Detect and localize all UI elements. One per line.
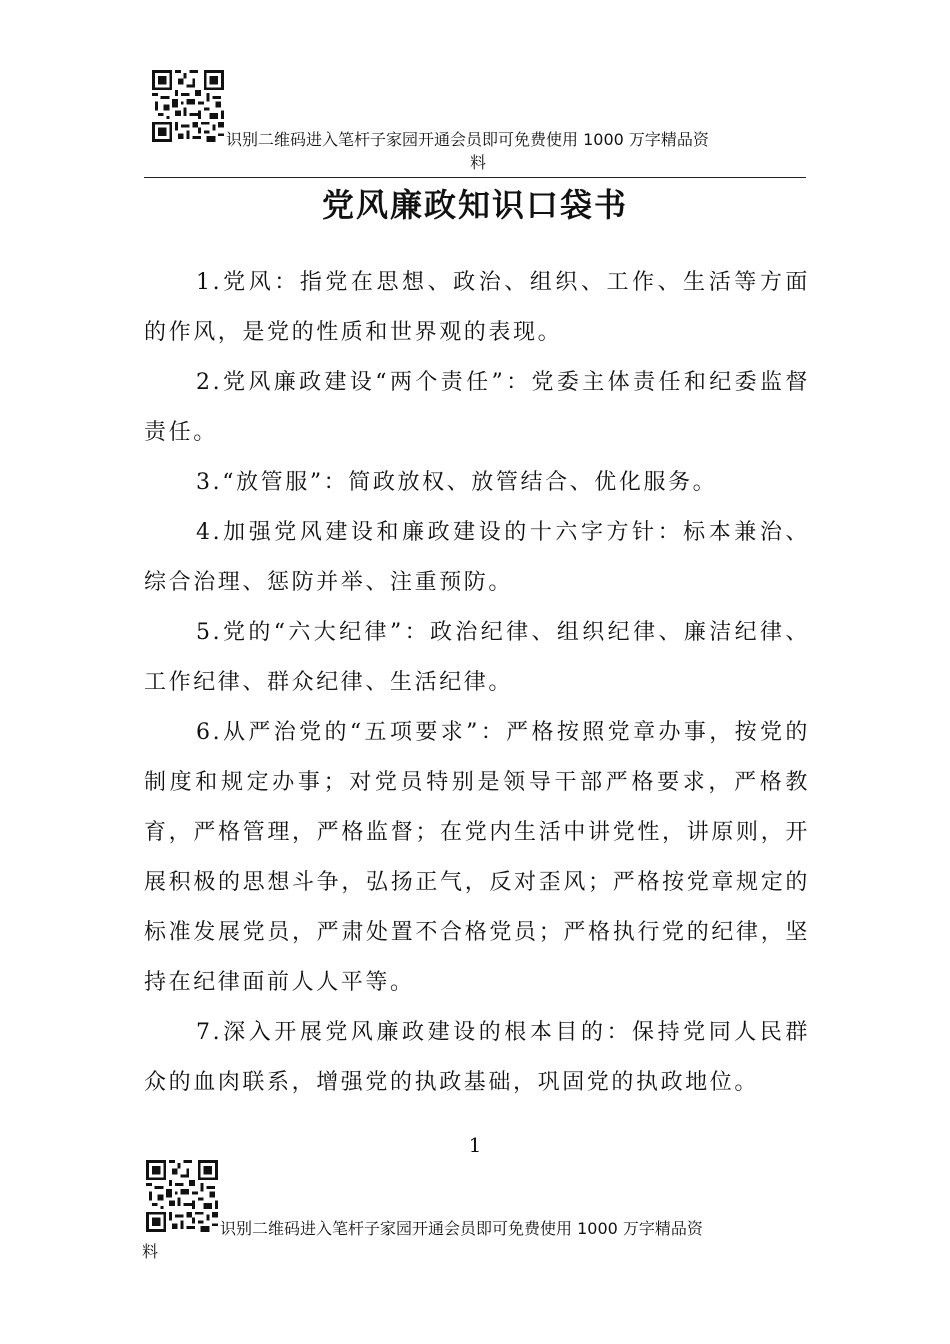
header-promo-line2: 料 <box>469 153 486 172</box>
header-divider <box>144 177 806 178</box>
paragraph-5: 5.党的“六大纪律”：政治纪律、组织纪律、廉洁纪律、工作纪律、群众纪律、生活纪律。 <box>144 620 810 695</box>
page-number: 1 <box>468 1133 482 1157</box>
document-body <box>144 258 810 1108</box>
header-promo-line1: 识别二维码进入笔杆子家园开通会员即可免费使用 1000 万字精品资 <box>226 130 709 149</box>
paragraph-3: 3.“放管服”：简政放权、放管结合、优化服务。 <box>196 470 718 495</box>
header-promo-text <box>148 128 808 174</box>
footer-promo-line1: 识别二维码进入笔杆子家园开通会员即可免费使用 1000 万字精品资 <box>220 1219 703 1238</box>
paragraph-1: 1.党风：指党在思想、政治、组织、工作、生活等方面的作风，是党的性质和世界观的表现。 <box>144 270 810 345</box>
footer-promo-line2: 料 <box>142 1242 159 1261</box>
paragraph-7: 7.深入开展党风廉政建设的根本目的：保持党同人民群众的血肉联系，增强党的执政基础，巩固党的执政地位。 <box>144 1020 810 1095</box>
paragraph-6: 6.从严治党的“五项要求”：严格按照党章办事，按党的制度和规定办事；对党员特别是领导干部严格要求，严格教育，严格管理，严格监督；在党内生活中讲党性，讲原则，开展积极的思想斗争，弘扬正气，反对歪风；严格按党章规定的标准发展党员，严肃处置不合格党员；严格执行党的纪律，坚持在纪律面前人人平等。 <box>144 720 810 995</box>
paragraph-4: 4.加强党风建设和廉政建设的十六字方针：标本兼治、综合治理、惩防并举、注重预防。 <box>144 520 810 595</box>
paragraph-2: 2.党风廉政建设“两个责任”：党委主体责任和纪委监督责任。 <box>144 370 810 445</box>
footer-promo-text <box>142 1217 802 1263</box>
document-title: 党风廉政知识口袋书 <box>321 186 628 224</box>
